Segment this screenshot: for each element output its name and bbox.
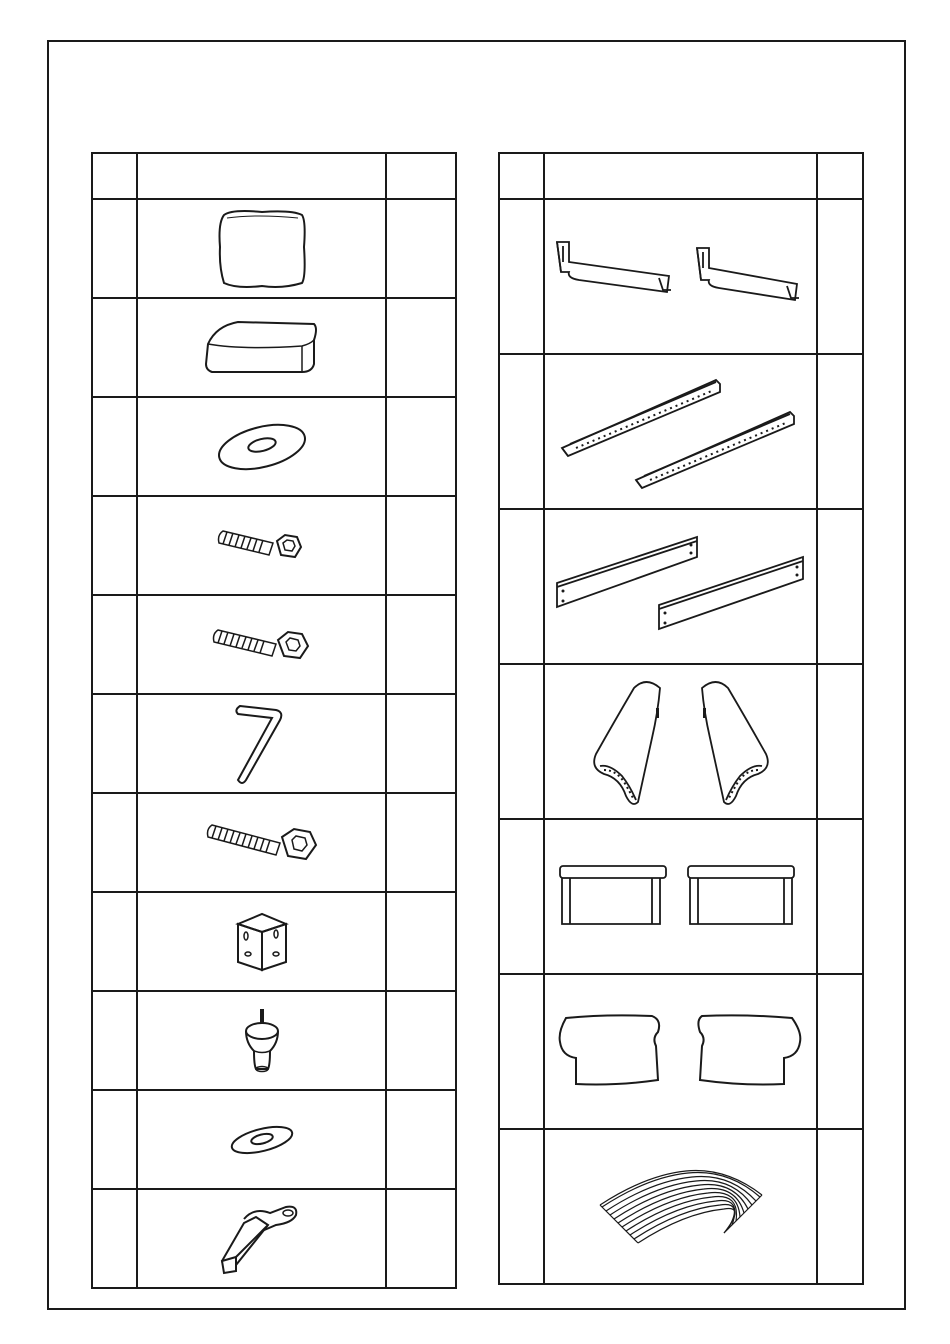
part-number [499,819,544,974]
table-row [499,509,863,664]
part-quantity [817,199,863,354]
part-quantity [386,892,456,991]
part-quantity [817,819,863,974]
header-number [499,153,544,199]
part-number [499,199,544,354]
corner-bracket-icon [232,910,292,974]
short-hex-bolt-icon [217,521,307,571]
part-image [137,496,386,595]
table-row [92,496,456,595]
table-row [92,595,456,694]
furniture-leg-icon [240,1007,284,1075]
table-row [499,819,863,974]
header-number [92,153,137,199]
part-quantity [386,397,456,496]
part-image [137,397,386,496]
table-header-row [499,153,863,199]
part-number [499,664,544,819]
part-number [92,397,137,496]
part-image [137,694,386,793]
part-quantity [817,509,863,664]
part-quantity [386,793,456,892]
table-row [92,1189,456,1288]
part-number [92,199,137,298]
back-cushion-icon [212,207,312,291]
part-number [499,509,544,664]
header-part [137,153,386,199]
seat-cushion-icon [202,316,322,380]
parts-table-left [91,152,457,1289]
part-image [544,819,817,974]
table-row [92,991,456,1090]
header-part [544,153,817,199]
table-row [499,664,863,819]
table-row [92,1090,456,1189]
part-image [137,991,386,1090]
part-image [137,793,386,892]
header-quantity [386,153,456,199]
long-hex-bolt-icon [206,813,318,873]
allen-key-icon [232,702,292,786]
table-row [92,298,456,397]
part-image [544,664,817,819]
part-quantity [386,496,456,595]
wooden-rail-pair-icon [553,527,809,647]
part-quantity [386,595,456,694]
part-number [92,298,137,397]
side-bracket-pair-icon [551,232,811,322]
part-number [92,1090,137,1189]
table-row [92,694,456,793]
part-image [137,892,386,991]
base-frame-pair-icon [556,862,806,932]
part-quantity [386,1090,456,1189]
backrest-pair-icon [556,1012,806,1092]
slotted-rail-pair-icon [556,372,806,492]
mounting-bracket-icon [214,1199,310,1279]
part-quantity [817,664,863,819]
table-row [499,199,863,354]
spring-slat-mat-icon [596,1167,766,1247]
table-row [92,892,456,991]
part-quantity [817,354,863,509]
table-row [499,1129,863,1284]
part-image [544,974,817,1129]
medium-hex-bolt-icon [212,618,312,672]
part-number [92,496,137,595]
part-number [92,694,137,793]
small-washer-icon [227,1120,297,1160]
part-quantity [386,298,456,397]
part-image [544,1129,817,1284]
part-quantity [386,694,456,793]
table-row [92,397,456,496]
part-quantity [386,991,456,1090]
part-image [137,595,386,694]
part-quantity [817,974,863,1129]
table-header-row [92,153,456,199]
table-row [92,793,456,892]
part-number [499,354,544,509]
part-number [92,991,137,1090]
part-image [544,509,817,664]
part-quantity [386,1189,456,1288]
armrest-pair-icon [586,672,776,812]
part-number [499,974,544,1129]
part-image [544,354,817,509]
table-row [499,974,863,1129]
parts-table-right [498,152,864,1285]
part-quantity [817,1129,863,1284]
part-number [92,595,137,694]
part-image [137,1090,386,1189]
large-washer-icon [212,417,312,477]
part-image [137,298,386,397]
part-number [92,1189,137,1288]
part-image [137,199,386,298]
part-image [544,199,817,354]
table-row [92,199,456,298]
part-number [499,1129,544,1284]
table-row [499,354,863,509]
part-number [92,793,137,892]
part-quantity [386,199,456,298]
part-number [92,892,137,991]
header-quantity [817,153,863,199]
part-image [137,1189,386,1288]
